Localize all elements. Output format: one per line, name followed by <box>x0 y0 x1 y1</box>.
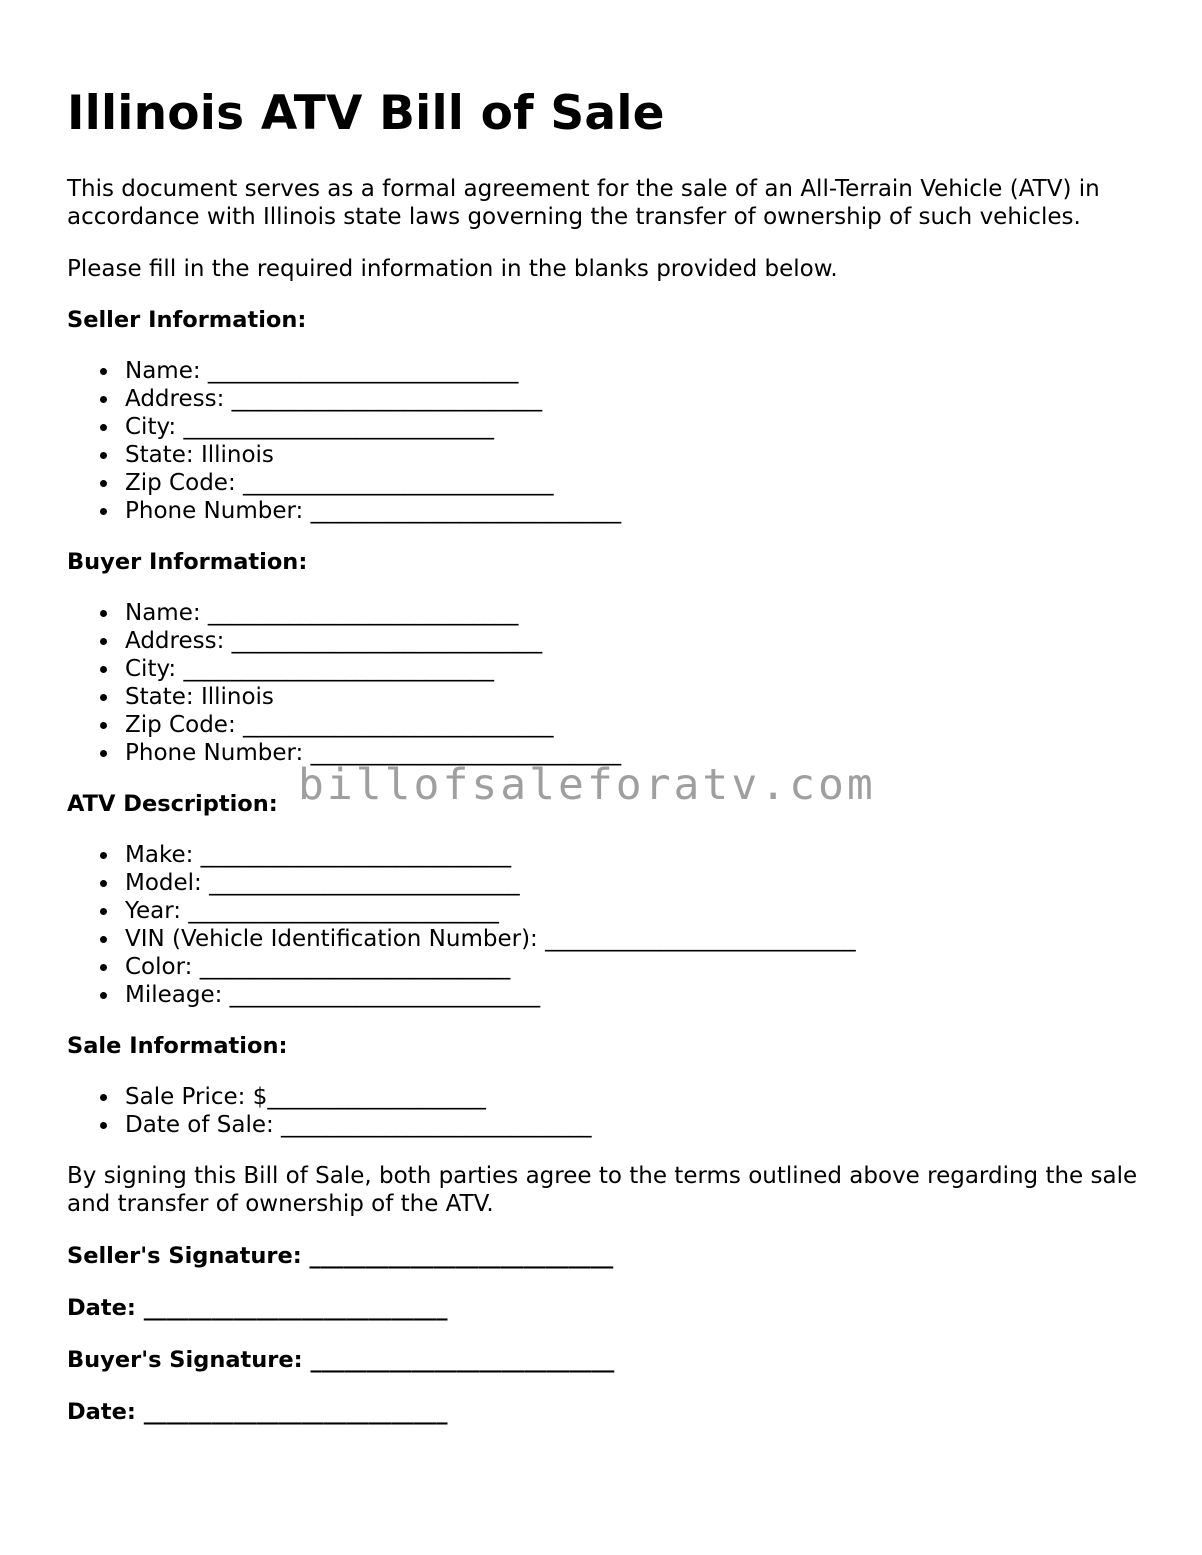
page-title: Illinois ATV Bill of Sale <box>67 86 665 141</box>
list-item-text: Zip Code: ___________________________ <box>125 712 554 738</box>
list-item-text: Model: ___________________________ <box>125 870 520 896</box>
buyer-city-item <box>67 655 1147 683</box>
list-item-text: Sale Price: $___________________ <box>125 1084 486 1110</box>
buyer-info-list <box>67 599 1147 767</box>
bullet-icon <box>100 722 107 729</box>
sale-date-item <box>67 1111 1147 1139</box>
bullet-icon <box>100 964 107 971</box>
seller-address-item <box>67 385 1147 413</box>
buyer-zip-item <box>67 711 1147 739</box>
bullet-icon <box>100 480 107 487</box>
watermark-text: billofsaleforatv.com <box>298 760 876 810</box>
list-item-text: Color: ___________________________ <box>125 954 511 980</box>
bullet-icon <box>100 610 107 617</box>
sale-info-list <box>67 1083 1147 1139</box>
seller-city-item <box>67 413 1147 441</box>
list-item-text: Mileage: ___________________________ <box>125 982 541 1008</box>
buyer-address-item <box>67 627 1147 655</box>
seller-signature-line: Seller's Signature: ___________________________ <box>67 1243 614 1269</box>
seller-section-heading: Seller Information: <box>67 307 307 333</box>
bullet-icon <box>100 880 107 887</box>
bullet-icon <box>100 508 107 515</box>
list-item-text: Year: ___________________________ <box>125 898 499 924</box>
list-item-text: City: ___________________________ <box>125 656 494 682</box>
seller-phone-item <box>67 497 1147 525</box>
list-item-text: Phone Number: ___________________________ <box>125 740 622 766</box>
list-item-text: VIN (Vehicle Identification Number): ___________________________ <box>125 926 856 952</box>
seller-date-line: Date: ___________________________ <box>67 1295 448 1321</box>
list-item-text: City: ___________________________ <box>125 414 494 440</box>
buyer-state-item <box>67 683 1147 711</box>
seller-info-list <box>67 357 1147 525</box>
atv-year-item <box>67 897 1147 925</box>
atv-section-heading: ATV Description: <box>67 791 278 817</box>
bullet-icon <box>100 452 107 459</box>
list-item-text: Date of Sale: ___________________________ <box>125 1112 592 1138</box>
bullet-icon <box>100 852 107 859</box>
intro-paragraph: This document serves as a formal agreement for the sale of an All-Terrain Vehicle (ATV) in accordance with Illinois state laws governing the transfer of ownership of such vehicles. <box>67 176 1100 230</box>
sale-price-item <box>67 1083 1147 1111</box>
list-item-text: State: Illinois <box>125 684 274 710</box>
buyer-name-item <box>67 599 1147 627</box>
list-item-text: Name: ___________________________ <box>125 358 519 384</box>
bullet-icon <box>100 396 107 403</box>
bullet-icon <box>100 908 107 915</box>
buyer-date-line: Date: ___________________________ <box>67 1399 448 1425</box>
instructions-paragraph: Please fill in the required information in the blanks provided below. <box>67 256 838 282</box>
sale-section-heading: Sale Information: <box>67 1033 288 1059</box>
bullet-icon <box>100 750 107 757</box>
bullet-icon <box>100 666 107 673</box>
bullet-icon <box>100 1094 107 1101</box>
seller-zip-item <box>67 469 1147 497</box>
bullet-icon <box>100 638 107 645</box>
bullet-icon <box>100 1122 107 1129</box>
bullet-icon <box>100 992 107 999</box>
list-item-text: Name: ___________________________ <box>125 600 519 626</box>
bullet-icon <box>100 424 107 431</box>
list-item-text: Address: ___________________________ <box>125 386 543 412</box>
bullet-icon <box>100 368 107 375</box>
seller-name-item <box>67 357 1147 385</box>
seller-state-item <box>67 441 1147 469</box>
atv-model-item <box>67 869 1147 897</box>
list-item-text: State: Illinois <box>125 442 274 468</box>
atv-mileage-item <box>67 981 1147 1009</box>
closing-paragraph: By signing this Bill of Sale, both parties agree to the terms outlined above regarding the sale and transfer of ownership of the ATV. <box>67 1163 1138 1217</box>
list-item-text: Phone Number: ___________________________ <box>125 498 622 524</box>
bullet-icon <box>100 694 107 701</box>
buyer-signature-line: Buyer's Signature: ___________________________ <box>67 1347 615 1373</box>
atv-description-list <box>67 841 1147 1009</box>
buyer-section-heading: Buyer Information: <box>67 549 308 575</box>
atv-vin-item <box>67 925 1147 953</box>
list-item-text: Address: ___________________________ <box>125 628 543 654</box>
atv-color-item <box>67 953 1147 981</box>
list-item-text: Make: ___________________________ <box>125 842 512 868</box>
bill-of-sale-document <box>67 0 1147 1426</box>
atv-make-item <box>67 841 1147 869</box>
list-item-text: Zip Code: ___________________________ <box>125 470 554 496</box>
bullet-icon <box>100 936 107 943</box>
